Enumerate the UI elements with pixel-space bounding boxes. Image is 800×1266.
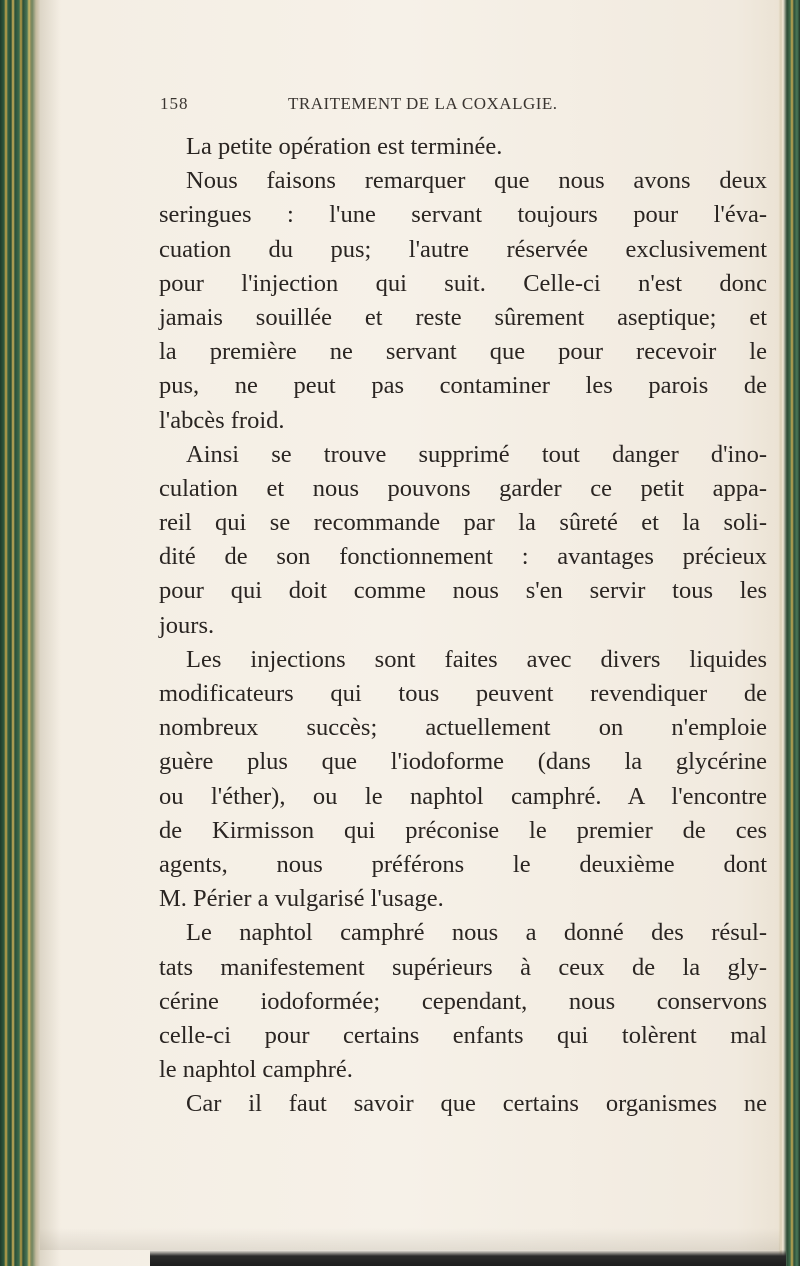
- text-line: jours.: [159, 611, 215, 639]
- text-line: tats manifestement supérieurs à ceux de la gly-: [159, 953, 767, 981]
- text-line: ou l'éther), ou le naphtol camphré. A l'encontre: [159, 782, 767, 810]
- text-line: la première ne servant que pour recevoir le: [159, 338, 767, 366]
- text-line: le naphtol camphré.: [159, 1056, 353, 1084]
- text-line: Nous faisons remarquer que nous avons deux: [186, 167, 767, 195]
- text-line: celle-ci pour certains enfants qui tolèrent mal: [159, 1021, 767, 1049]
- text-line: reil qui se recommande par la sûreté et la soli-: [159, 509, 767, 537]
- page-curve-shadow: [30, 0, 60, 1266]
- text-line: de Kirmisson qui préconise le premier de ces: [159, 816, 767, 844]
- text-line: Car il faut savoir que certains organismes ne: [186, 1090, 767, 1118]
- text-line: dité de son fonctionnement : avantages précieux: [159, 543, 767, 571]
- text-line: cuation du pus; l'autre réservée exclusivement: [159, 235, 767, 263]
- text-line: pus, ne peut pas contaminer les parois de: [159, 372, 767, 400]
- text-line: Le naphtol camphré nous a donné des résul-: [186, 919, 767, 947]
- text-line: jamais souillée et reste sûrement aseptique; et: [159, 303, 767, 331]
- text-line: l'abcès froid.: [159, 406, 285, 434]
- book-cover-bottom-edge: [150, 1250, 786, 1266]
- page-number: 158: [160, 94, 189, 113]
- text-line: cérine iodoformée; cependant, nous conservons: [159, 987, 767, 1015]
- running-head: TRAITEMENT DE LA COXALGIE.: [288, 94, 558, 113]
- page-bottom-shadow: [40, 1228, 780, 1250]
- text-line: agents, nous préférons le deuxième dont: [159, 850, 767, 878]
- text-line: guère plus que l'iodoforme (dans la glycérine: [159, 748, 767, 776]
- text-line: culation et nous pouvons garder ce petit appa-: [159, 474, 767, 502]
- page-edges-right: [778, 0, 800, 1266]
- page-header: [160, 94, 760, 120]
- text-line: seringues : l'une servant toujours pour l'éva-: [159, 201, 767, 229]
- text-line: Ainsi se trouve supprimé tout danger d'ino-: [186, 440, 767, 468]
- text-line: pour l'injection qui suit. Celle-ci n'est donc: [159, 269, 767, 297]
- text-line: M. Périer a vulgarisé l'usage.: [159, 885, 444, 913]
- text-line: nombreux succès; actuellement on n'emploie: [159, 714, 767, 742]
- body-text: [159, 130, 767, 1121]
- text-line: modificateurs qui tous peuvent revendiquer de: [159, 680, 767, 707]
- text-line: Les injections sont faites avec divers liquides: [186, 645, 767, 673]
- text-line: pour qui doit comme nous s'en servir tous les: [159, 577, 767, 605]
- text-line: La petite opération est terminée.: [186, 133, 503, 160]
